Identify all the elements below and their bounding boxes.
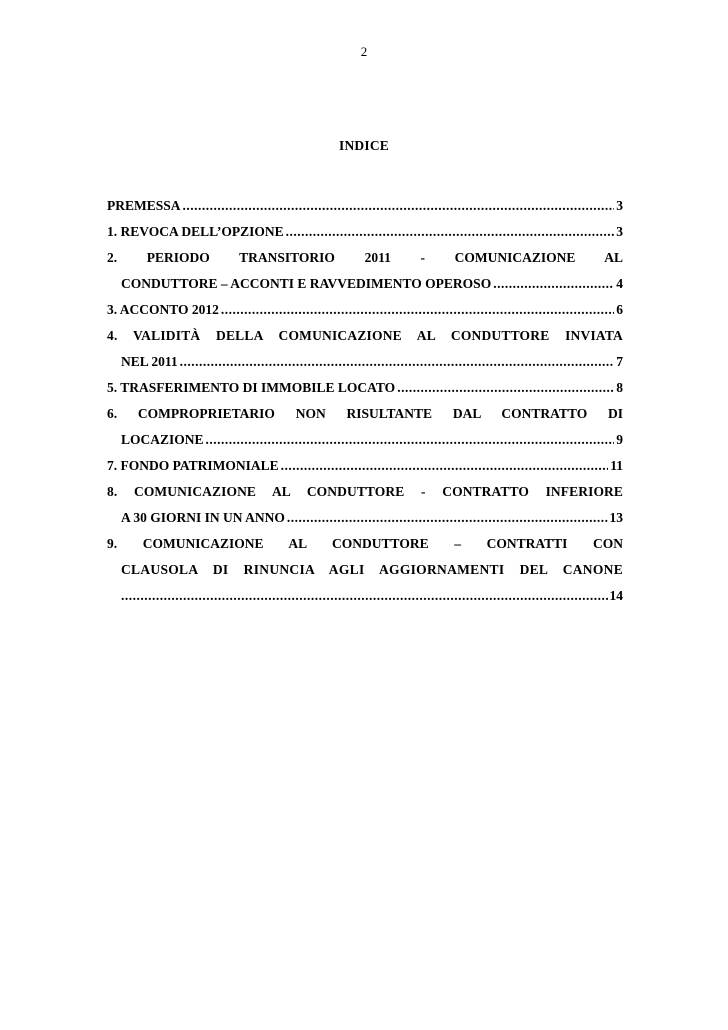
toc-entry-5[interactable]: [107, 375, 623, 401]
table-of-contents: [107, 193, 623, 609]
toc-leader: [287, 505, 608, 531]
toc-page-number: 7: [616, 354, 623, 369]
page-number: 2: [360, 44, 368, 59]
toc-leader: [493, 271, 614, 297]
toc-entry-label-line2: CONDUTTORE – ACCONTI E RAVVEDIMENTO OPEROSO: [121, 276, 492, 291]
toc-leader: [397, 375, 614, 401]
toc-page-number: 3: [616, 224, 623, 239]
toc-page-number: 11: [610, 458, 623, 473]
toc-entry-label-line2: CLAUSOLA DI RINUNCIA AGLI AGGIORNAMENTI DEL CANONE: [121, 562, 623, 577]
toc-entry-label: 7. FONDO PATRIMONIALE: [107, 458, 279, 473]
toc-page-number: 8: [616, 380, 623, 395]
toc-page-number: 13: [609, 510, 623, 525]
toc-leader: [206, 427, 615, 453]
toc-entry-1[interactable]: [107, 219, 623, 245]
toc-entry-label-line1: 9. COMUNICAZIONE AL CONDUTTORE – CONTRATTI CON: [107, 536, 623, 551]
toc-page-number: 3: [616, 198, 623, 213]
toc-entry-label-line2: LOCAZIONE: [121, 432, 204, 447]
toc-entry-2[interactable]: [107, 245, 623, 297]
toc-entry-label: 1. REVOCA DELL’OPZIONE: [107, 224, 284, 239]
toc-page-number: 6: [616, 302, 623, 317]
toc-leader: [183, 193, 615, 219]
toc-entry-6[interactable]: [107, 401, 623, 453]
toc-entry-9[interactable]: [107, 531, 623, 609]
toc-leader: [180, 349, 615, 375]
toc-entry-label-line1: 8. COMUNICAZIONE AL CONDUTTORE - CONTRATTO INFERIORE: [107, 484, 623, 499]
toc-leader: [221, 297, 614, 323]
toc-leader: [281, 453, 609, 479]
toc-leader: [286, 219, 615, 245]
toc-page-number: 14: [609, 588, 623, 603]
toc-entry-label-line1: 4. VALIDITÀ DELLA COMUNICAZIONE AL CONDUTTORE INVIATA: [107, 328, 623, 343]
toc-entry-label: 5. TRASFERIMENTO DI IMMOBILE LOCATO: [107, 380, 396, 395]
toc-entry-7[interactable]: [107, 453, 623, 479]
toc-entry-4[interactable]: [107, 323, 623, 375]
toc-entry-label-line2: NEL 2011: [121, 354, 178, 369]
toc-page-number: 9: [616, 432, 623, 447]
toc-leader: [121, 583, 608, 609]
toc-entry-3[interactable]: [107, 297, 623, 323]
toc-entry-label: 3. ACCONTO 2012: [107, 302, 219, 317]
toc-entry-8[interactable]: [107, 479, 623, 531]
toc-page-number: 4: [616, 276, 623, 291]
toc-entry-label-line1: 6. COMPROPRIETARIO NON RISULTANTE DAL CONTRATTO DI: [107, 406, 623, 421]
toc-entry-label-line1: 2. PERIODO TRANSITORIO 2011 - COMUNICAZIONE AL: [107, 250, 623, 265]
toc-entry-label: PREMESSA: [107, 198, 181, 213]
toc-entry-label-line2: A 30 GIORNI IN UN ANNO: [121, 510, 285, 525]
toc-entry-premessa[interactable]: [107, 193, 623, 219]
toc-title: INDICE: [339, 138, 389, 153]
